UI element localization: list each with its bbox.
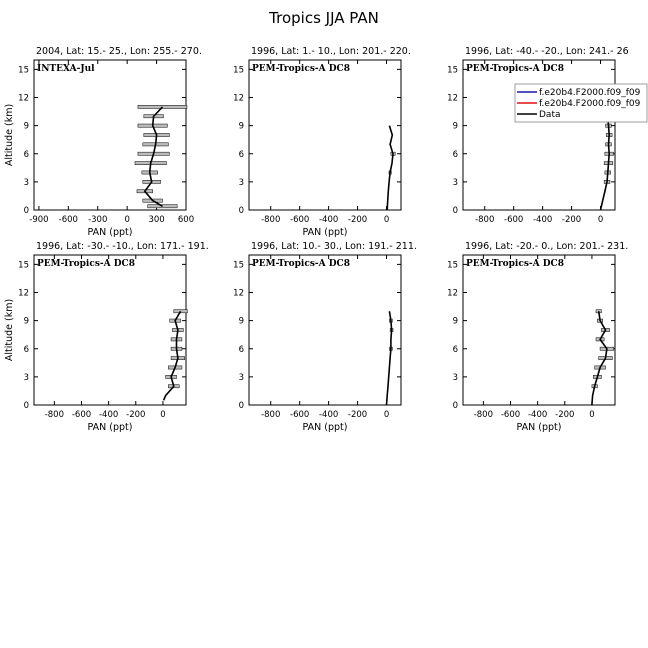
- x-tick-label: -600: [500, 410, 521, 420]
- y-tick-label: 3: [238, 372, 244, 383]
- y-tick-label: 3: [452, 177, 458, 188]
- x-tick-label: -600: [290, 215, 310, 225]
- y-tick-label: 12: [233, 288, 244, 299]
- campaign-label: PEM-Tropics-A DC8: [466, 259, 564, 269]
- y-tick-label: 6: [452, 344, 458, 355]
- panel-title: 1996, Lat: -40.- -20., Lon: 241.- 26: [465, 46, 629, 57]
- x-tick-label: -400: [527, 410, 548, 420]
- y-axis-label: Altitude (km): [4, 103, 15, 167]
- x-tick-label: -200: [555, 410, 575, 420]
- y-tick-label: 15: [447, 65, 458, 76]
- y-tick-label: 9: [23, 316, 29, 327]
- panel-2: [233, 46, 411, 238]
- x-tick-label: -400: [98, 410, 119, 420]
- x-tick-label: -300: [88, 215, 108, 225]
- y-tick-label: 3: [23, 177, 29, 188]
- y-tick-label: 0: [452, 401, 458, 411]
- x-axis-label: PAN (ppt): [516, 422, 562, 433]
- x-tick-label: 0: [124, 215, 130, 225]
- y-tick-label: 15: [233, 260, 244, 271]
- y-tick-label: 0: [238, 401, 244, 411]
- plot-frame: [249, 255, 401, 405]
- campaign-label: PEM-Tropics-A DC8: [466, 64, 564, 74]
- legend-entry: Data: [539, 110, 561, 120]
- y-tick-label: 0: [23, 401, 29, 411]
- x-tick-label: -800: [44, 410, 65, 420]
- panel-title: 1996, Lat: 10.- 30., Lon: 191.- 211.: [251, 241, 417, 252]
- plot-frame: [34, 255, 186, 405]
- legend-entry: f.e20b4.F2000.f09_f09: [539, 99, 641, 109]
- y-tick-label: 6: [238, 344, 244, 355]
- x-tick-label: 0: [160, 410, 166, 420]
- legend-entry: f.e20b4.F2000.f09_f09: [539, 88, 641, 98]
- x-axis-label: PAN (ppt): [87, 227, 133, 238]
- x-tick-label: -800: [261, 215, 281, 225]
- panel-title: 1996, Lat: -30.- -10., Lon: 171.- 191.: [36, 241, 209, 252]
- x-tick-label: -200: [126, 410, 146, 420]
- x-tick-label: -900: [29, 215, 49, 225]
- y-tick-label: 15: [18, 65, 29, 76]
- x-tick-label: -400: [318, 215, 339, 225]
- panel-title: 1996, Lat: -20.- 0., Lon: 201.- 231.: [465, 241, 629, 252]
- y-tick-label: 15: [447, 260, 458, 271]
- panel-5: [233, 241, 417, 433]
- y-tick-label: 0: [452, 206, 458, 216]
- x-tick-label: 0: [383, 215, 390, 225]
- panel-title: 1996, Lat: 1.- 10., Lon: 201.- 220.: [251, 46, 411, 57]
- x-tick-label: -800: [473, 410, 494, 420]
- data-line: [387, 126, 393, 210]
- campaign-label: INTEXA-Jul: [37, 64, 95, 74]
- x-tick-label: 0: [597, 215, 604, 225]
- x-tick-label: -600: [58, 215, 78, 225]
- y-tick-label: 9: [23, 121, 29, 132]
- y-tick-label: 12: [447, 288, 458, 299]
- y-tick-label: 0: [23, 206, 29, 216]
- panel-4: [4, 241, 209, 433]
- x-tick-label: 600: [177, 215, 195, 225]
- x-tick-label: -600: [71, 410, 92, 420]
- y-tick-label: 3: [238, 177, 244, 188]
- x-axis-label: PAN (ppt): [302, 422, 348, 433]
- panel-1: [4, 46, 202, 238]
- x-tick-label: -600: [290, 410, 310, 420]
- x-tick-label: -800: [475, 215, 495, 225]
- panel-3: [447, 46, 629, 225]
- x-tick-label: -800: [261, 410, 281, 420]
- figure-title: Tropics JJA PAN: [269, 9, 379, 27]
- y-tick-label: 3: [23, 372, 29, 383]
- y-tick-label: 12: [18, 288, 29, 299]
- panel-6: [447, 241, 628, 433]
- x-tick-label: 0: [383, 410, 390, 420]
- x-tick-label: -200: [561, 215, 582, 225]
- campaign-label: PEM-Tropics-A DC8: [252, 259, 350, 269]
- x-axis-label: PAN (ppt): [87, 422, 133, 433]
- x-tick-label: -200: [347, 215, 368, 225]
- y-tick-label: 9: [452, 121, 458, 132]
- y-tick-label: 15: [18, 260, 29, 271]
- y-tick-label: 9: [238, 121, 244, 132]
- y-tick-label: 12: [18, 93, 29, 104]
- y-tick-label: 6: [238, 149, 244, 160]
- plot-frame: [249, 60, 401, 210]
- y-tick-label: 6: [452, 149, 458, 160]
- legend: [515, 84, 647, 122]
- data-line: [387, 311, 392, 405]
- panel-title: 2004, Lat: 15.- 25., Lon: 255.- 270.: [36, 46, 202, 57]
- plot-frame: [463, 255, 615, 405]
- plot-frame: [463, 60, 615, 210]
- y-tick-label: 12: [233, 93, 244, 104]
- campaign-label: PEM-Tropics-A DC8: [37, 259, 135, 269]
- x-tick-label: -400: [532, 215, 553, 225]
- y-tick-label: 15: [233, 65, 244, 76]
- y-tick-label: 12: [447, 93, 458, 104]
- y-tick-label: 6: [23, 344, 29, 355]
- y-tick-label: 6: [23, 149, 29, 160]
- x-tick-label: 0: [589, 410, 595, 420]
- x-tick-label: 300: [148, 215, 165, 225]
- y-tick-label: 0: [238, 206, 244, 216]
- campaign-label: PEM-Tropics-A DC8: [252, 64, 350, 74]
- y-axis-label: Altitude (km): [4, 298, 15, 362]
- x-tick-label: -400: [318, 410, 339, 420]
- y-tick-label: 3: [452, 372, 458, 383]
- x-tick-label: -600: [504, 215, 524, 225]
- y-tick-label: 9: [452, 316, 458, 327]
- x-tick-label: -200: [347, 410, 368, 420]
- x-axis-label: PAN (ppt): [302, 227, 348, 238]
- y-tick-label: 9: [238, 316, 244, 327]
